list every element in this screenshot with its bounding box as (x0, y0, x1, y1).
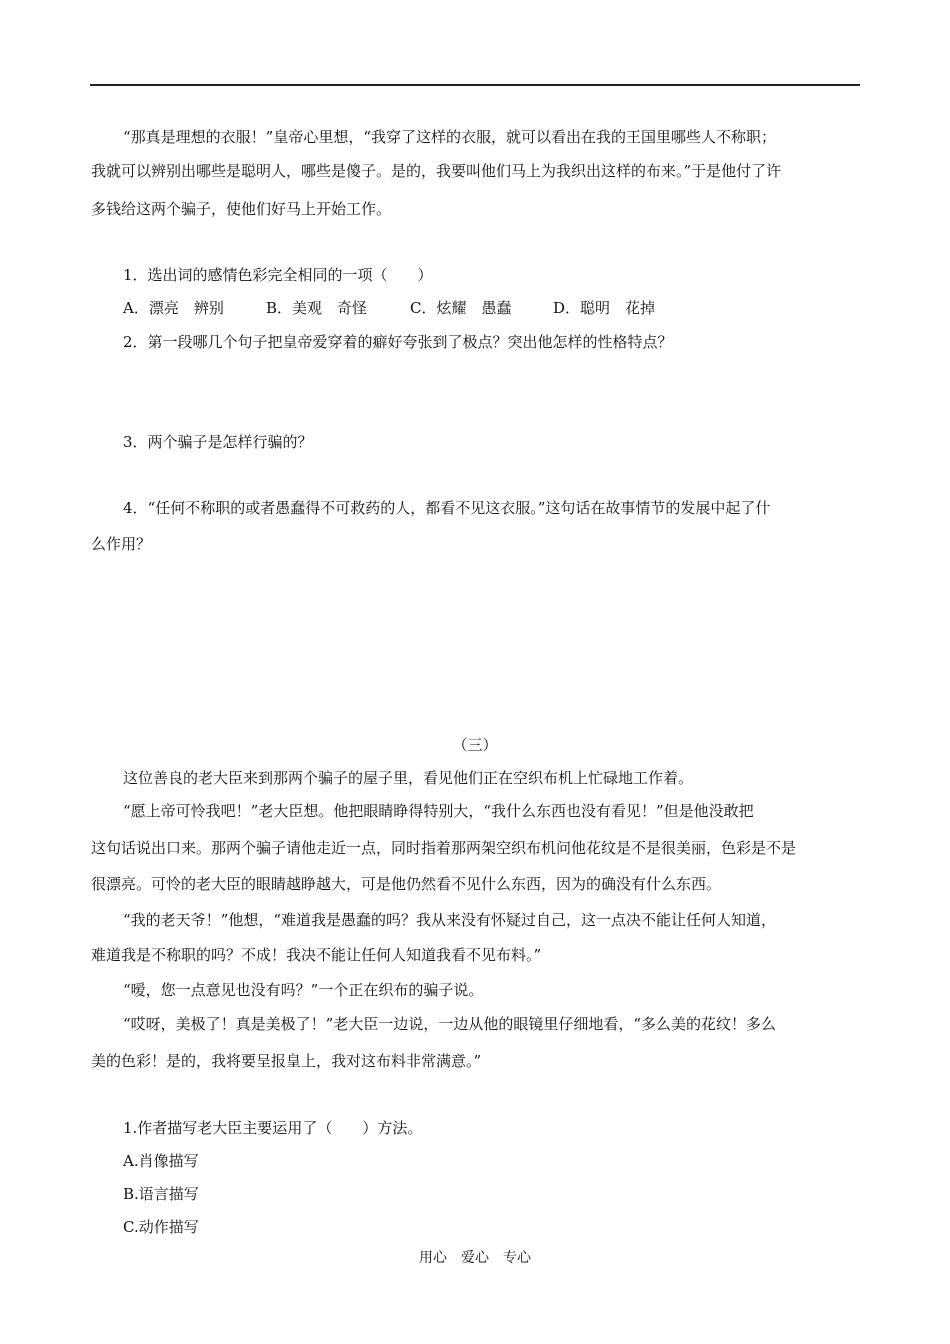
passage-line: “那真是理想的衣服！”皇帝心里想，“我穿了这样的衣服，就可以看出在我的王国里哪些人不称职； (123, 128, 777, 146)
question-4-continued: 么作用？ (91, 535, 152, 553)
section-heading: （三） (452, 736, 498, 754)
option-a: A．漂亮 辨别 (123, 299, 224, 317)
passage-line: 很漂亮。可怜的老大臣的眼睛越睁越大，可是他仍然看不见什么东西，因为的确没有什么东西。 (91, 875, 722, 893)
option-c: C.动作描写 (123, 1218, 199, 1236)
question-4: 4．“任何不称职的或者愚蠢得不可救药的人，都看不见这衣服。”这句话在故事情节的发展中起了什 (123, 499, 771, 517)
passage-line: “我的老天爷！”他想，“难道我是愚蠢的吗？我从来没有怀疑过自己，这一点决不能让任何人知道， (123, 911, 777, 929)
passage-line: “嗳，您一点意见也没有吗？”一个正在织布的骗子说。 (123, 981, 484, 999)
header-rule (90, 84, 860, 86)
passage-line: 这句话说出口来。那两个骗子请他走近一点，同时指着那两架空织布机问他花纹是不是很美丽，色彩是不是 (91, 839, 797, 857)
passage-line: “愿上帝可怜我吧！”老大臣想。他把眼睛睁得特别大，“我什么东西也没有看见！”但是他没敢把 (123, 802, 754, 820)
option-a: A.肖像描写 (123, 1152, 199, 1170)
question-3: 3．两个骗子是怎样行骗的？ (123, 433, 313, 451)
passage-line: 我就可以辨别出哪些是聪明人，哪些是傻子。是的，我要叫他们马上为我织出这样的布来。”于是他付了许 (91, 162, 782, 180)
option-b: B．美观 奇怪 (266, 299, 368, 317)
passage-line: 这位善良的老大臣来到那两个骗子的屋子里，看见他们正在空织布机上忙碌地工作着。 (123, 769, 694, 787)
page-footer: 用心 爱心 专心 (419, 1250, 531, 1266)
question-2: 2．第一段哪几个句子把皇帝爱穿着的癖好夸张到了极点？突出他怎样的性格特点？ (123, 333, 673, 351)
section3-question-1: 1.作者描写老大臣主要运用了（ ）方法。 (123, 1119, 423, 1137)
passage-line: 难道我是不称职的吗？不成！我决不能让任何人知道我看不见布料。” (91, 946, 542, 964)
passage-line: “哎呀，美极了！真是美极了！”老大臣一边说，一边从他的眼镜里仔细地看，“多么美的花纹！多么 (123, 1015, 777, 1033)
option-b: B.语言描写 (123, 1185, 199, 1203)
option-d: D．聪明 花掉 (553, 299, 656, 317)
passage-line: 多钱给这两个骗子，使他们好马上开始工作。 (91, 200, 392, 218)
option-c: C．炫耀 愚蠢 (410, 299, 512, 317)
question-1: 1．选出词的感情色彩完全相同的一项（ ） (123, 266, 433, 284)
passage-line: 美的色彩！是的，我将要呈报皇上，我对这布料非常满意。” (91, 1052, 482, 1070)
